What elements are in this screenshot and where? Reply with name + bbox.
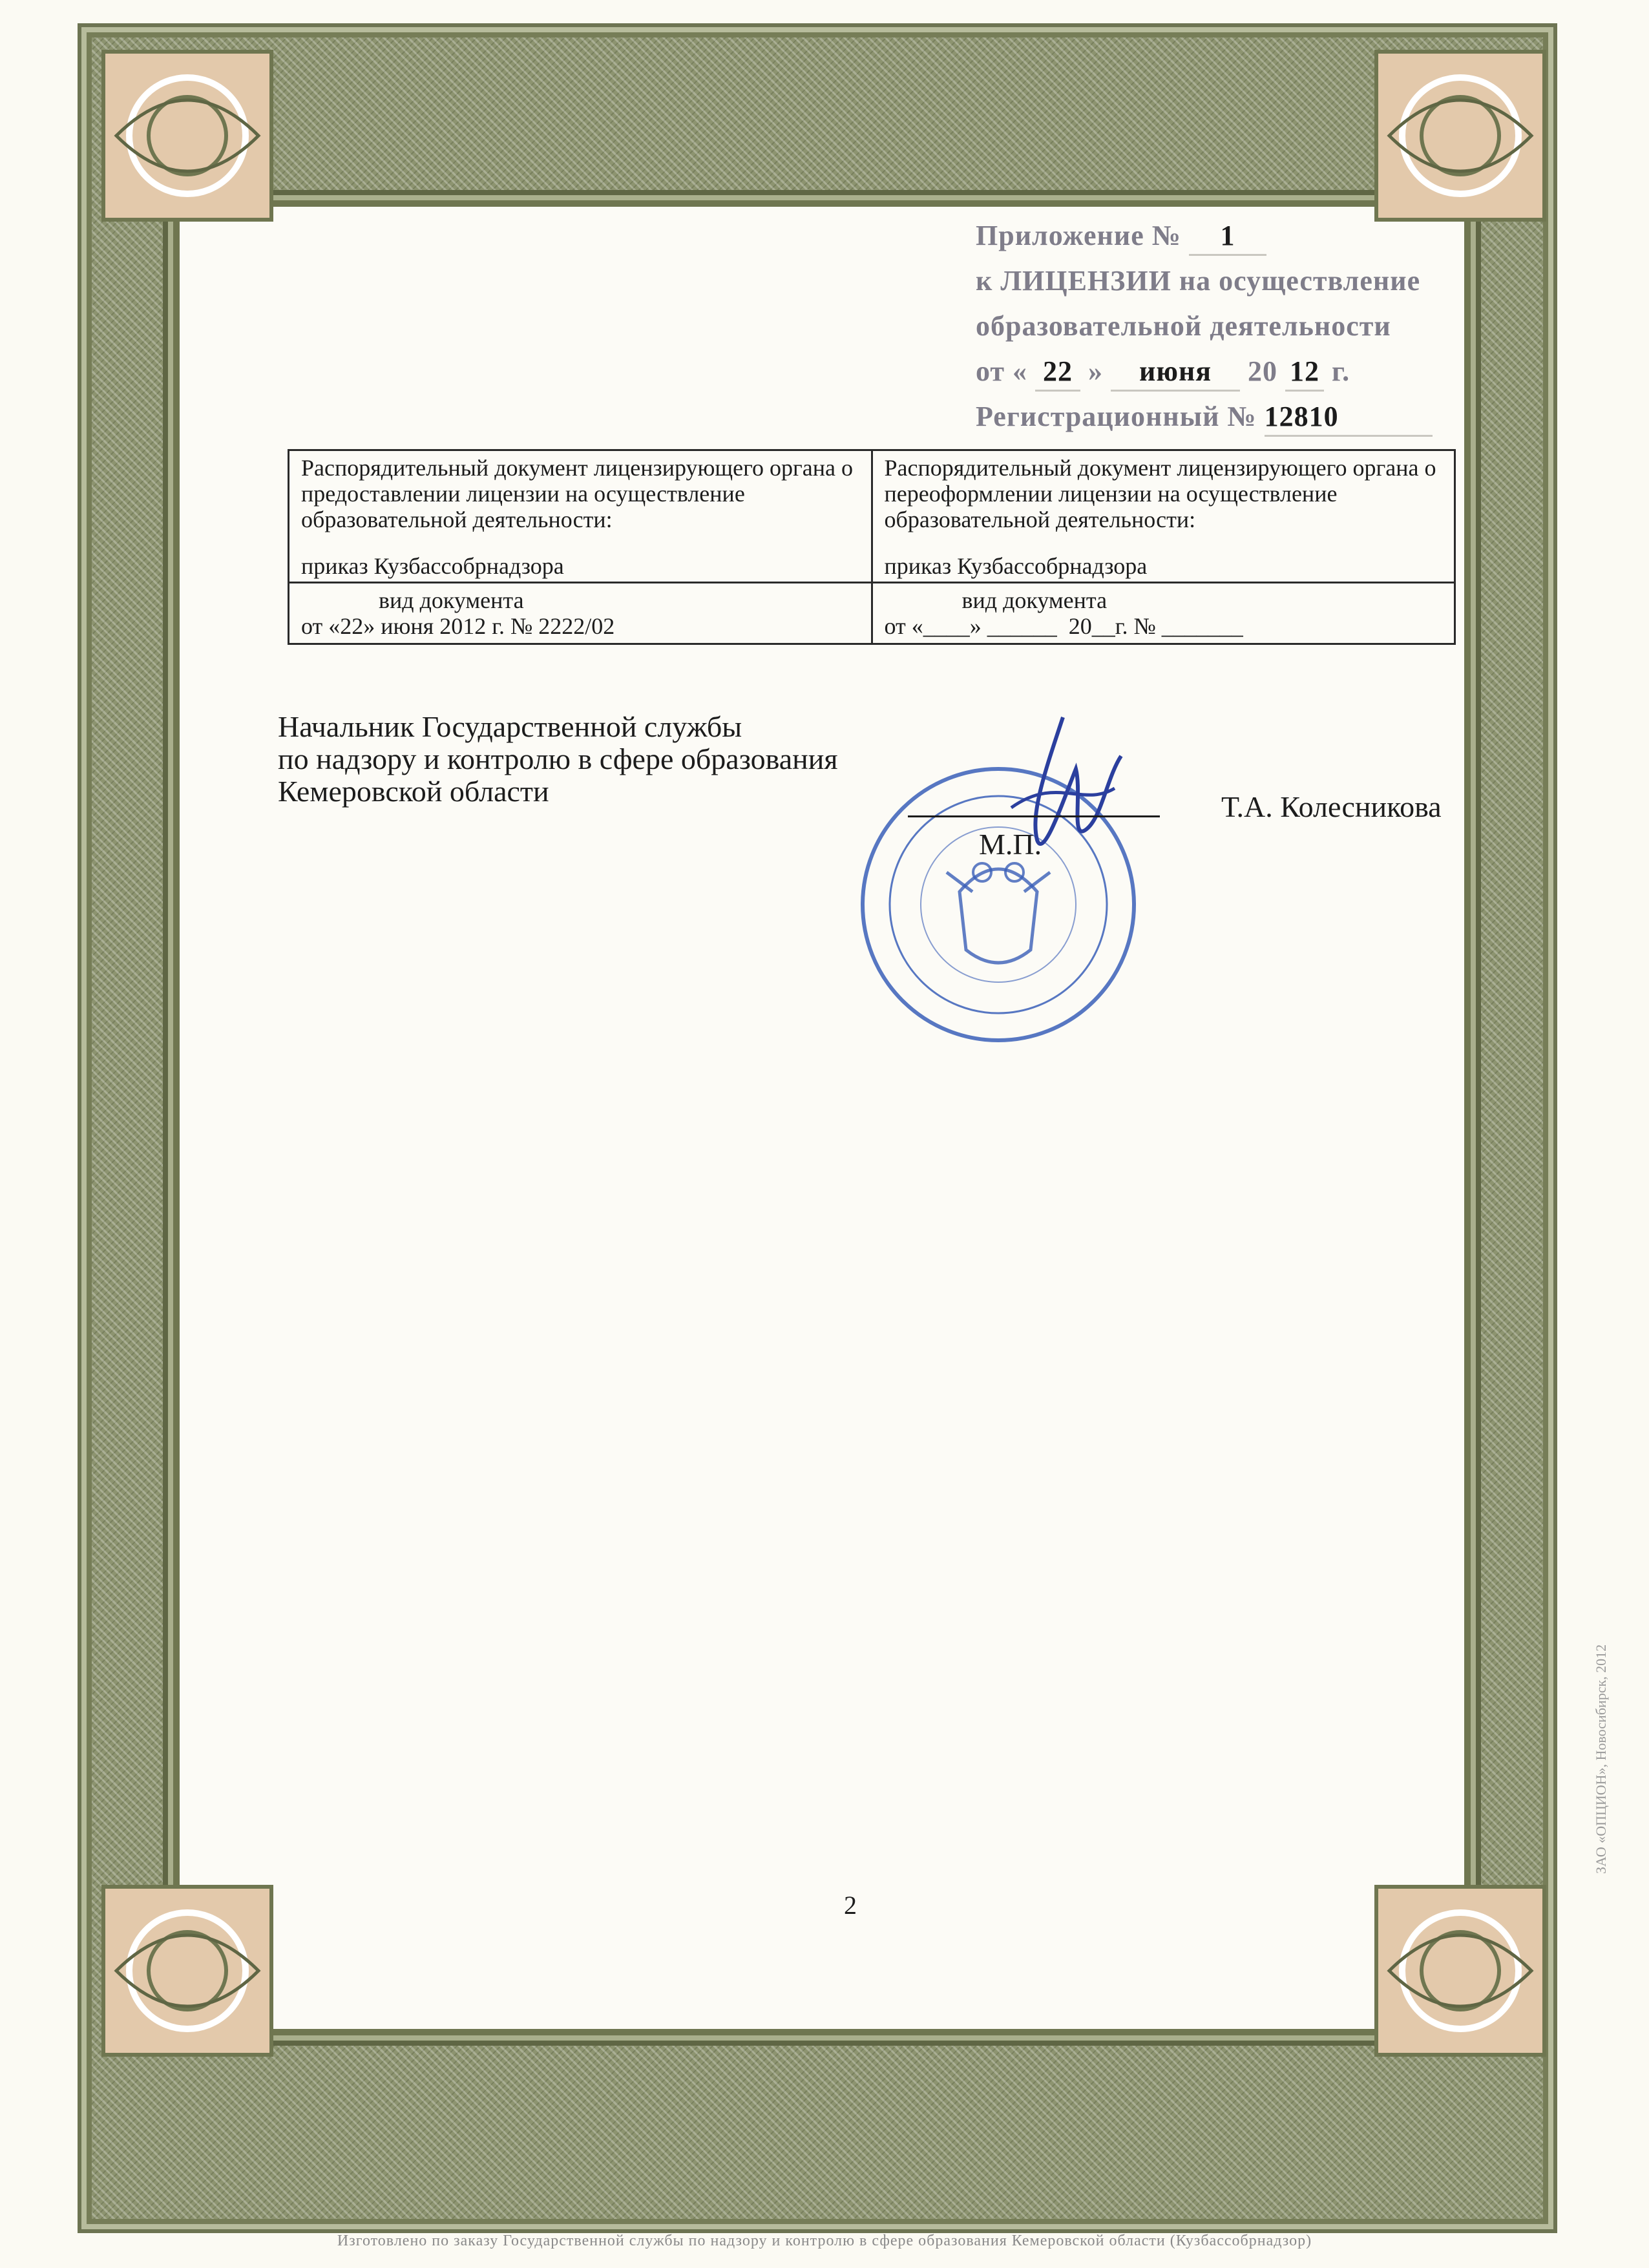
- footer-note: Изготовлено по заказу Государственной службы по надзору и контролю в сфере образования Кемеровской области (Кузбассобрнадзор): [337, 2232, 1312, 2249]
- date-year-prefix: 20: [1248, 355, 1278, 387]
- page-number: 2: [844, 1891, 857, 1920]
- table-row: [289, 583, 1455, 644]
- license-date: [976, 349, 1454, 394]
- orders-table: [288, 449, 1456, 645]
- table-cell: [289, 583, 872, 644]
- signer-name: Т.А. Колесникова: [1221, 790, 1442, 823]
- date-day: 22: [1035, 353, 1080, 392]
- appendix-line: [976, 213, 1454, 258]
- right-order-text: приказ Кузбассобрнадзора: [884, 553, 1148, 579]
- left-date: от «22» июня 2012 г. № 2222/02: [301, 613, 615, 639]
- appendix-number: 1: [1189, 218, 1266, 256]
- signer-line-1: Начальник Государственной службы: [278, 710, 742, 743]
- table-cell: [872, 450, 1455, 583]
- date-year: 12: [1285, 353, 1324, 392]
- left-doc-kind: вид документа: [379, 587, 524, 613]
- right-date: от «____» ______ 20__г. № _______: [884, 613, 1243, 639]
- date-suffix: г.: [1332, 355, 1350, 387]
- table-cell: [872, 583, 1455, 644]
- signature-line: [908, 815, 1160, 817]
- license-line: к ЛИЦЕНЗИИ на осуществление: [976, 265, 1421, 297]
- stamp-place-label: М.П.: [979, 828, 1042, 861]
- signer-title: [278, 711, 838, 808]
- ornament-corner-icon: [90, 39, 284, 233]
- table-row: [289, 450, 1455, 583]
- date-month: июня: [1111, 353, 1240, 392]
- signer-line-2: по надзору и контролю в сфере образования: [278, 742, 838, 775]
- activity-line: образовательной деятельности: [976, 310, 1391, 342]
- ornament-corner-icon: [1363, 39, 1557, 233]
- table-cell: [289, 450, 872, 583]
- date-quote: »: [1088, 355, 1104, 387]
- appendix-header: [976, 213, 1454, 439]
- left-head-text: Распорядительный документ лицензирующего органа о предоставлении лицензии на осуществление образовательной деятельности:: [301, 455, 853, 532]
- appendix-label: Приложение №: [976, 220, 1181, 251]
- ornament-corner-icon: [1363, 1874, 1557, 2068]
- ornament-corner-icon: [90, 1874, 284, 2068]
- date-prefix: от «: [976, 355, 1028, 387]
- official-seal-icon: [850, 698, 1153, 1047]
- registration-number: 12810: [1265, 399, 1433, 437]
- registration-label: Регистрационный №: [976, 401, 1257, 432]
- registration-line: [976, 394, 1454, 439]
- printer-note: ЗАО «ОПЦИОН», Новосибирск, 2012: [1593, 1644, 1609, 1874]
- signer-line-3: Кемеровской области: [278, 775, 549, 808]
- right-doc-kind: вид документа: [961, 587, 1108, 613]
- left-order-text: приказ Кузбассобрнадзора: [301, 553, 564, 579]
- right-head-text: Распорядительный документ лицензирующего органа о переоформлении лицензии на осуществление образовательной деятельности:: [884, 455, 1436, 532]
